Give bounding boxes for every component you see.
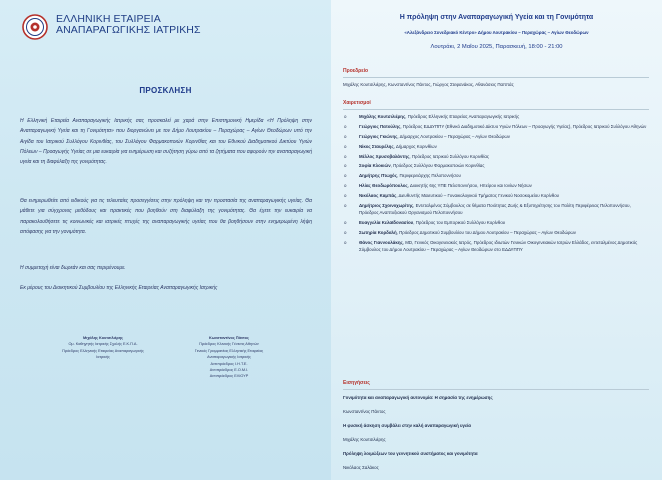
greeting-name: Δημήτρης Πτωχός [359,173,398,179]
greeting-item [343,219,651,226]
greeting-item [343,153,651,160]
event-venue: «Αλεξάνδρειο Συνεδριακό Κέντρο» Δήμου Λουτρακίου – Περαχώρας – Αγίων Θεοδώρων [404,30,589,35]
greeting-item [343,133,651,140]
presidium-heading: Προεδρείο [343,68,369,74]
signatory-role: Αντιπρόεδρος Ι.Η.Τ.Ε. [210,361,248,366]
greeting-role: , Πρόεδρος Ελληνικής Εταιρείας Αναπαραγωγικής Ιατρικής [405,114,520,119]
signatory-role: Γενικός Γραμματέας Ελληνικής Εταιρείας [194,348,264,353]
talk-title: Πρόληψη λοιμώξεων του γεννητικού συστήματος και γονιμότητα [343,451,478,456]
invitation-paragraph-1: Η Ελληνική Εταιρεία Αναπαραγωγικής Ιατρικής σας προσκαλεί με χαρά στην Επιστημονική Ημερίδα «Η Πρόληψη στην Αναπαραγωγική Υγεία και τη Γονιμότητα» που διοργανώνει με τον Δήμο Λουτρακίου – Περαχώρας – Αγίων Θεοδώρων υπό την Αιγίδα του Ιατρικού Συλλόγου Κορινθίας, του Συλλόγου Φαρμακοποιών Κορινθίας και του Εθνικού Διαδημοτικού Δικτύου Υγιών Πόλεων – Προαγωγής Υγείας σε μια ευκαιρία για ενημέρωση και συζήτηση γύρω από τα ζητήματα που αφορούν την αναπαραγωγική υγεία και τη διαφύλαξη της γονιμότητας. [20,118,312,166]
greeting-name: Σωτηρία Κορδαλή [359,230,397,236]
signatory-role: Ιατρικής [96,355,110,360]
section-divider [343,389,649,390]
greeting-name: Γεώργιος Πατούλης [359,123,401,129]
greeting-name: Γεώργιος Γκιώνης [359,133,398,139]
signatory-role: Πρόεδρος Ελληνικής Εταιρείας Αναπαραγωγικής [62,348,144,353]
signatory-role: Αντιπρόεδρος ΕΛΙΟΥΡ [209,374,249,379]
greeting-role: , Πρόεδρος Ιατρικού Συλλόγου Κορινθίας [409,153,489,159]
event-date: Λουτράκι, 2 Μαΐου 2025, Παρασκευή, 18:00 - 21:00 [430,44,563,50]
greeting-role: , Διοικητής 6ης ΥΠΕ Πελοποννήσου, Ηπείρου και Ιονίων Νήσων [407,183,532,189]
greeting-item [343,192,651,199]
greeting-item [343,182,651,189]
greeting-name: Νικόλαος Καμπάς [359,193,397,199]
greeting-item [343,113,651,120]
invitation-paragraph-4: Εκ μέρους του Διοικητικού Συμβουλίου της Ελληνικής Εταιρείας Αναπαραγωγικής Ιατρικής [20,285,218,291]
greeting-role: , Διευθυντής Μαιευτικού – Γυναικολογικού Τμήματος Γενικού Νοσοκομείου Κορίνθου [396,193,560,199]
greeting-role: , Πρόεδρος Συλλόγου Φαρμακοποιών Κορινθίας [390,163,485,169]
organization-name [56,14,201,36]
society-logo-icon [22,14,48,40]
signatory-role: Αναπαραγωγικής Ιατρικής [207,355,251,360]
talk-speaker: Νικόλαος Σαλάκος [343,465,379,470]
greeting-role: , Πρόεδρος Δημοτικού Συμβουλίου του Δήμου Λουτρακίου – Περαχώρας – Αγίων Θεοδώρων [396,230,576,236]
greeting-name: Ευαγγελία Κελαϊδονασίου [359,220,414,226]
invitation-paragraph-3: Η συμμετοχή είναι δωρεάν και σας περιμένουμε. [20,265,126,271]
greeting-item [343,202,651,217]
greeting-name: Νίκος Σταυρέλης [359,143,394,149]
presidium-members: Μιχάλης Κουτσιλιέρης, Κωνσταντίνος Πάντος, Γιώργος Στεφανάκος, Αθανάσιος Παππάς [343,82,514,87]
event-title: Η πρόληψη στην Αναπαραγωγική Υγεία και τη Γονιμότητα [399,14,594,21]
greeting-name: Ηλίας Θεοδωρόπουλος [359,183,408,189]
invitation-paragraph-2: Θα ενημερωθείτε από ειδικούς για τις τελευταίες προσεγγίσεις στην πρόληψη και την προστασία της αναπαραγωγικής υγείας. Θα μάθετε για σύγχρονες μεθόδους και πρακτικές που βοηθούν στη διαφύλαξη της γονιμότητας. Θα έχετε την ευκαιρία να παρακολουθήσετε τις κοινωνικές και ιατρικές πτυχές της αναπαραγωγικής υγείας που θα βοηθήσουν στην ενημερωμένη λήψη απόφασης για την γονιμότητα. [20,198,312,235]
section-divider [343,77,649,78]
greeting-name: Δημήτριος Σχοινοχωρίτης [359,203,414,209]
greetings-list [343,113,651,256]
greeting-role: , Περιφερειάρχης Πελοποννήσου [397,173,461,179]
signatory-name: Μιχάλης Κουτσιλιέρης [82,336,123,340]
greeting-name: Μιχάλης Κουτσιλιέρης [359,114,406,119]
greeting-name: Μέλλος Χρυσοβαλάντης [359,153,410,159]
talk-speaker: Μιχάλης Κουτσιλιέρης [343,437,386,442]
greeting-role: , Δήμαρχος Λουτρακίου – Περαχώρας – Αγίων Θεοδώρων [397,133,510,139]
greeting-name: Θάνος Γιαννουλάκης [359,239,403,245]
signatory-name: Κωνσταντίνος Πάντος [209,336,249,340]
signature-block-2 [164,335,294,380]
program-panel [331,0,662,480]
talk-title: Η φυσική άσκηση συμβάλει στην καλή αναπαραγωγική υγεία [343,423,471,428]
greeting-item [343,229,651,236]
signatory-role: Πρόεδρος Κλινικής Γένεσις Αθηνών [199,342,259,347]
greeting-item [343,162,651,169]
signatory-role: Ομ. Καθηγητής Ιατρικής Σχολής Ε.Κ.Π.Α. [68,342,138,347]
greeting-role: , MD, Γενικός Οικογενειακός Ιατρός, Πρόεδρος ιδιωτών Γενικών Οικογενειακών Ιατρών Ελλάδος, εντεταλμένος Δημοτικός Σύμβουλος του Δήμου Λουτρακίου – Περαχώρας – Αγίων Θεοδώρων στο ΕΔΔΥΠΠΥ [359,239,638,253]
greeting-role: , Δήμαρχος Κορινθίων [393,143,437,149]
invitation-title: ΠΡΟΣΚΛΗΣΗ [139,86,192,95]
greeting-role: , Εντεταλμένος Σύμβουλος σε θέματα Ποιότητας Ζωής & Εξυπηρέτησης του Πολίτη Περιφέρειας Πελοποννήσου, Πρόεδρος Αναπτυξιακού Οργανισμού Πελοποννήσου [359,203,631,216]
signature-block-1 [38,335,168,361]
org-line-1: ΕΛΛΗΝΙΚΗ ΕΤΑΙΡΕΙΑ [56,13,161,25]
section-divider [343,109,649,110]
greeting-role: , Πρόεδρος του Εμπορικού Συλλόγου Κορίνθου [413,220,506,226]
greeting-item [343,123,651,130]
signatory-role: Αντιπρόεδρος Ε.Ο.Μ.Ι. [209,368,249,373]
greeting-name: Σοφία Κλοκιών [359,163,391,169]
greeting-role: , Πρόεδρος ΕΔΔΥΠΠΥ (Εθνικό Διαδημοτικό Δίκτυο Υγιών Πόλεων – Προαγωγής Υγείας), Πρόεδρος Ιατρικού Συλλόγου Αθηνών [400,123,647,129]
talks-heading: Εισηγήσεις [343,380,370,386]
greeting-item [343,172,651,179]
greeting-item [343,239,651,254]
greeting-item [343,143,651,150]
talk-title: Γονιμότητα και αναπαραγωγική αυτονομία: Η σημασία της ενημέρωσης [343,395,493,400]
org-line-2: ΑΝΑΠΑΡΑΓΩΓΙΚΗΣ ΙΑΤΡΙΚΗΣ [56,24,201,36]
greetings-heading: Χαιρετισμοί [343,100,371,106]
talk-speaker: Κωνσταντίνος Πάντος [343,409,386,414]
